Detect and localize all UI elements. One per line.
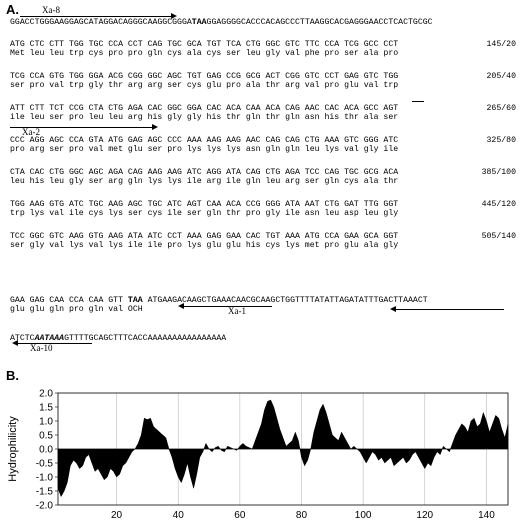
aa-row-2: ser pro val trp gly thr arg arg ser cys glu pro ala thr arg val pro glu val trp xyxy=(10,81,399,90)
aa-row-8: glu glu gln pro gln val OCH xyxy=(10,305,143,314)
primer-xa10-label: Xa-10 xyxy=(30,343,53,353)
aa-row-6: trp lys val ile cys lys ser cys ile ser gln thr pro gly ile asn leu asp leu gly xyxy=(10,209,399,218)
aa-row-7: ser gly val lys val lys ile ile pro lys glu glu his cys lys met pro glu ala gly xyxy=(10,241,399,250)
primer-3utr-arrow xyxy=(392,309,504,310)
x-tick-label: 40 xyxy=(172,510,184,521)
pos-row-6: 445/120 xyxy=(481,200,516,209)
primer-xa1-arrow xyxy=(180,306,272,307)
y-tick-label: 2.0 xyxy=(39,388,53,400)
panel-a-label: A. xyxy=(6,2,19,17)
nt-row-7: TCC GGC GTC AAG GTG AAG ATA ATC CCT AAA GAG GAA CAC TGT AAA ATG CCA GAA GCA GGT xyxy=(10,232,399,241)
nt-row-3: ATT CTT TCT CCG CTA CTG AGA CAC GGC GGA CAC ACA CAA ACA CAG AAC CAC ACA GCC AGT xyxy=(10,104,399,113)
y-tick-label: 0.5 xyxy=(39,430,53,442)
utr5-sequence xyxy=(10,18,433,27)
x-axis-ticks xyxy=(111,510,495,521)
primer-xa8-label: Xa-8 xyxy=(42,5,60,15)
nt-row-8-codons: GAA GAG CAA CCA CAA GTT xyxy=(10,296,128,305)
x-tick-label: 100 xyxy=(354,510,372,521)
polya-tail-sequence xyxy=(10,334,226,343)
nt-row-2: TCG CCA GTG TGG GGA ACG CGG GGC AGC TGT GAG CCG GCG ACT CGG GTC CCT GAG GTC TGG xyxy=(10,72,399,81)
x-tick-label: 20 xyxy=(110,510,123,521)
pos-row-5: 385/100 xyxy=(481,168,516,177)
aa-row-3: ile leu ser pro leu leu arg his gly gly his thr gln thr gln asn his thr ala ser xyxy=(10,113,399,122)
y-tick-label: -2.0 xyxy=(35,500,53,512)
x-tick-label: 80 xyxy=(295,510,308,521)
nt-row-5: CTA CAC CTG GGC AGC AGA CAG AAG AAG ATC AGG ATA CAG CTG AGA TCC CAG TGC GCG ACA xyxy=(10,168,399,177)
nt-row-8 xyxy=(10,296,428,305)
panel-b-label: B. xyxy=(6,368,19,383)
nt-row-1: ATG CTC CTT TGG TGC CCA CCT CAG TGC GCA TGT TCA CTG GGC GTC TTC CCA TCG GCC CCT xyxy=(10,40,399,49)
y-tick-label: -1.0 xyxy=(35,472,53,484)
primer-xa1-mark xyxy=(412,101,424,102)
primer-xa2-label: Xa-2 xyxy=(22,127,40,137)
hydrophilicity-area xyxy=(58,400,508,497)
pos-row-2: 205/40 xyxy=(486,72,516,81)
aa-row-4: pro arg ser pro val met glu ser pro lys lys lys asn gln gln leu lys val gly ile xyxy=(10,145,399,154)
pos-row-4: 325/80 xyxy=(486,136,516,145)
aa-row-5: leu his leu gly ser arg gln lys lys ile arg ile gln leu arg ser gln cys ala thr xyxy=(10,177,399,186)
y-tick-label: -1.5 xyxy=(35,486,53,498)
pos-row-7: 505/140 xyxy=(481,232,516,241)
y-tick-label: 1.5 xyxy=(39,402,53,414)
y-axis-label: Hydrophilicity xyxy=(7,416,19,482)
primer-xa1-label: Xa-1 xyxy=(228,306,246,316)
stop-codon: TAA xyxy=(127,296,143,305)
pos-row-1: 145/20 xyxy=(486,40,516,49)
nt-row-4: CCC AGG AGC CCA GTA ATG GAG AGC CCC AAA AAG AAG AAC CAG CAG CTG AAA GTC GGG ATC xyxy=(10,136,399,145)
utr3-sequence: ATGAAGACAAGCTGAAACAACGCAAGCTGGTTTTATATTAGATATTTGACTTAAACT xyxy=(142,296,428,305)
x-tick-label: 120 xyxy=(416,510,434,521)
y-tick-label: 0.0 xyxy=(39,444,53,456)
tail-end: GTTTTGCAGCTTTCACCAAAAAAAAAAAAAAAA xyxy=(64,334,227,343)
utr5-start: GGACCTGGGAAGGAGCATAGGACAGGGCAAGGCGGGA xyxy=(10,18,192,27)
x-tick-label: 140 xyxy=(478,510,495,521)
y-tick-label: 1.0 xyxy=(39,416,53,428)
nt-row-6: TGG AAG GTG ATC TGC AAG AGC TGC ATC AGT CAA ACA CCG GGG ATA AAT CTG GAT TTG GGT xyxy=(10,200,399,209)
polya-signal: AATAAA xyxy=(34,334,65,343)
y-axis-ticks xyxy=(36,389,58,512)
tail-start: ATCTC xyxy=(10,334,35,343)
utr5-end: GGAGGGGCACCCACAGCCCTTAAGGCACGAGGGAACCTCACTGCGC xyxy=(206,18,433,27)
pos-row-3: 265/60 xyxy=(486,104,516,113)
utr5-stop-codon: TAA xyxy=(191,18,207,27)
hydrophilicity-chart xyxy=(0,385,520,522)
y-tick-label: -0.5 xyxy=(35,458,53,470)
aa-row-1: Met leu leu trp cys pro pro gln cys ala cys ser leu gly val phe pro ser ala pro xyxy=(10,49,399,58)
primer-xa10-arrow xyxy=(14,343,92,344)
x-tick-label: 60 xyxy=(234,510,246,521)
primer-xa8-arrow xyxy=(20,16,175,17)
